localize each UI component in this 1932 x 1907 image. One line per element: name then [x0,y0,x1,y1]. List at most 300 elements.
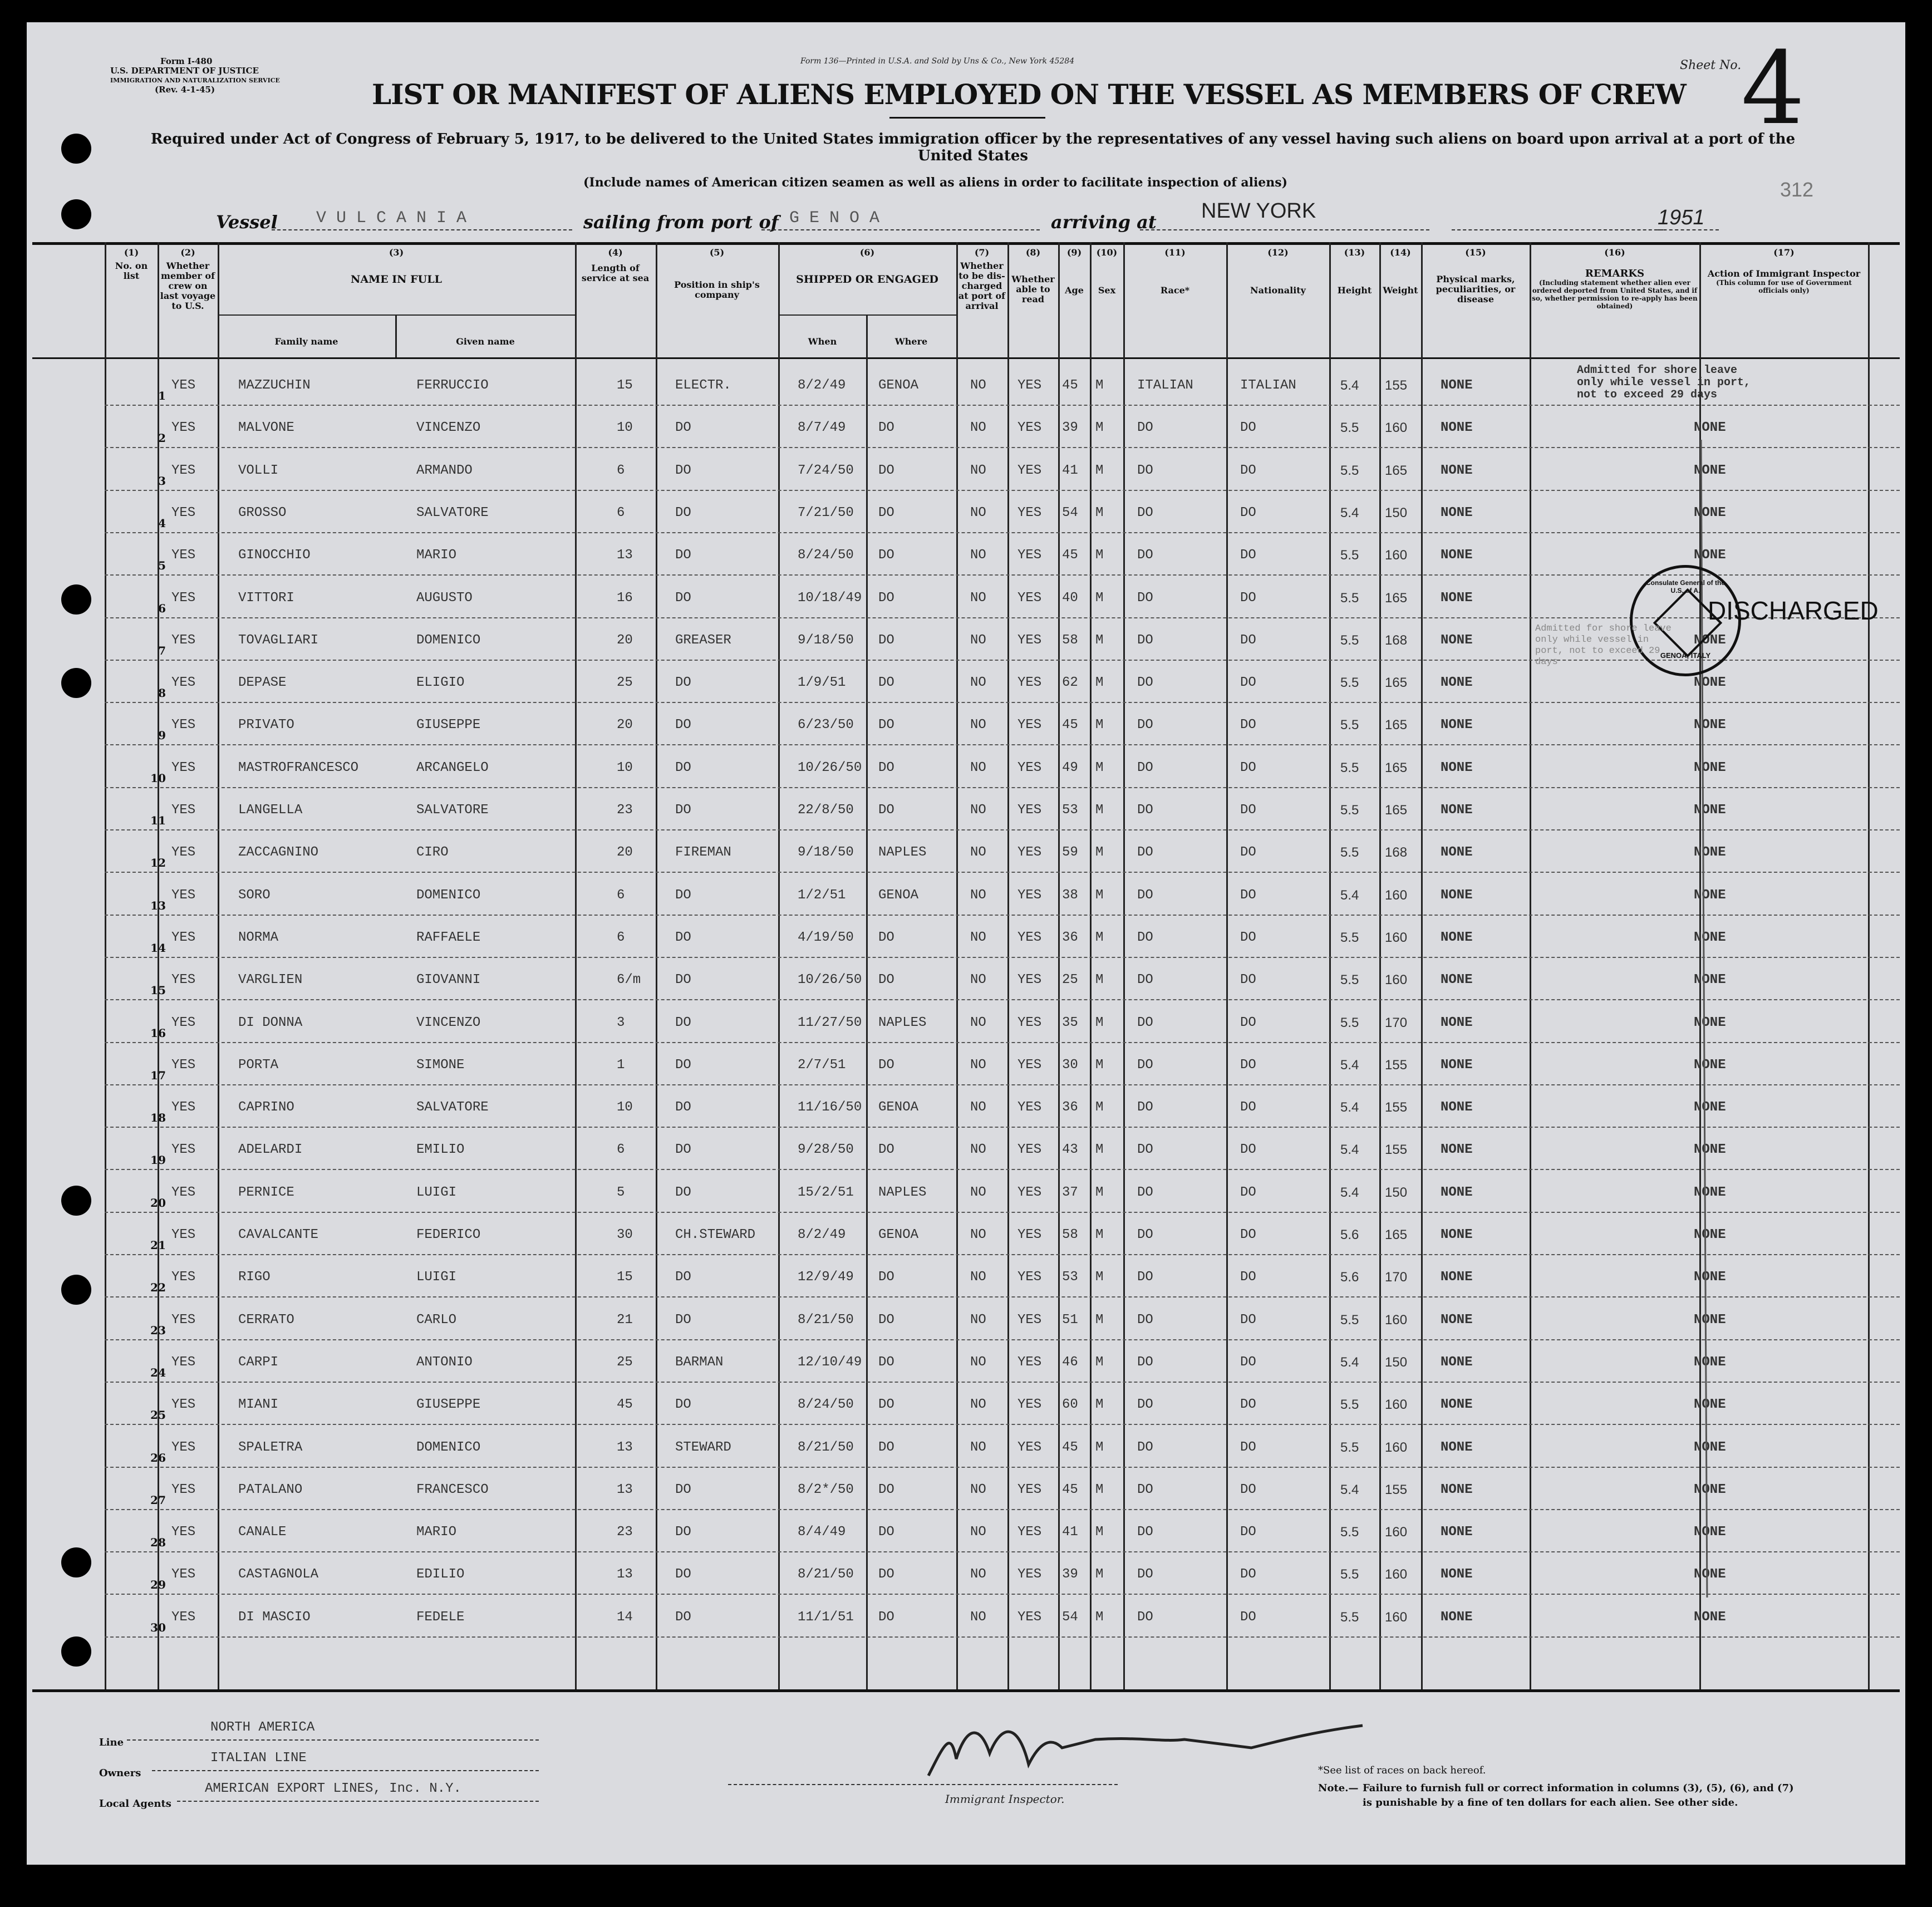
last-voyage: YES [171,675,196,691]
row-number: 11 [150,814,166,827]
discharged: NO [970,887,986,903]
length-of-service: 23 [617,1525,633,1540]
discharged: NO [970,1312,986,1328]
col17-header: (17) Action of Immigrant Inspector (This column for use of Government officials only) [1707,247,1861,294]
given-name: VINCENZO [416,1015,481,1030]
last-voyage: YES [171,1184,196,1200]
age: 53 [1062,1270,1078,1285]
able-to-read: YES [1017,1609,1042,1625]
last-voyage: YES [171,1270,196,1285]
row-rule [105,744,1900,745]
last-voyage: YES [171,803,196,818]
row-number: 26 [150,1451,166,1464]
note-line-1: Failure to furnish full or correct information in columns (3), (5), (6), and (7) [1363,1782,1794,1794]
shipped-where: DO [878,717,894,733]
position: DO [675,590,691,606]
shipped-where: DO [878,1270,894,1285]
nationality: DO [1240,972,1256,988]
sex: M [1095,1354,1104,1370]
col6-when-header: When [808,336,837,347]
sex: M [1095,463,1104,478]
weight: 155 [1385,1100,1408,1115]
arriving-port: NEW YORK [1201,199,1316,223]
row-number: 9 [158,729,166,743]
height: 5.4 [1340,1057,1359,1073]
table-row [105,534,1900,577]
agents-underline [177,1801,539,1802]
row-number: 21 [150,1238,166,1252]
given-name: GIUSEPPE [416,717,481,733]
remarks: NONE [1694,675,1726,691]
shipped-where: DO [878,1482,894,1497]
year: 1951 [1658,206,1705,229]
height: 5.5 [1340,1609,1359,1625]
sex: M [1095,1184,1104,1200]
shipped-where: GENOA [878,887,919,903]
remarks: NONE [1694,1354,1726,1370]
punch-hole [61,1636,91,1667]
physical-marks: NONE [1441,675,1473,691]
discharged: NO [970,632,986,648]
able-to-read: YES [1017,548,1042,563]
table-row [105,1087,1900,1129]
line-label: Line [99,1737,124,1748]
nationality: DO [1240,717,1256,733]
remarks: NONE [1694,1439,1726,1455]
age: 51 [1062,1312,1078,1328]
table-row [105,450,1900,492]
position: DO [675,505,691,520]
row-rule [105,1127,1900,1128]
remarks: NONE [1694,760,1726,775]
nationality: ITALIAN [1240,378,1296,393]
last-voyage: YES [171,1100,196,1115]
shipped-where: DO [878,1354,894,1370]
age: 37 [1062,1184,1078,1200]
punch-hole [61,134,91,164]
row-number: 28 [150,1536,166,1550]
nationality: DO [1240,1525,1256,1540]
row-number: 15 [150,984,166,997]
able-to-read: YES [1017,632,1042,648]
last-voyage: YES [171,972,196,988]
physical-marks: NONE [1441,1100,1473,1115]
remarks: NONE [1694,930,1726,945]
shipped-when: 8/24/50 [798,1397,854,1413]
given-name: ARMANDO [416,463,473,478]
weight: 160 [1385,1397,1408,1413]
length-of-service: 13 [617,548,633,563]
position: DO [675,1609,691,1625]
sex: M [1095,675,1104,691]
shipped-when: 9/28/50 [798,1142,854,1158]
given-name: SIMONE [416,1057,465,1073]
given-name: AUGUSTO [416,590,473,606]
last-voyage: YES [171,1227,196,1242]
row-rule [105,405,1900,406]
nationality: DO [1240,1057,1256,1073]
port-underline [761,229,1040,230]
physical-marks: NONE [1441,930,1473,945]
table-row [105,1214,1900,1256]
length-of-service: 20 [617,845,633,861]
height: 5.4 [1340,1142,1359,1158]
shipped-when: 11/27/50 [798,1015,862,1030]
sex: M [1095,1142,1104,1158]
shipped-when: 7/24/50 [798,463,854,478]
remarks: NONE [1694,505,1726,520]
length-of-service: 14 [617,1609,633,1625]
sex: M [1095,632,1104,648]
punch-hole [61,1186,91,1216]
row-rule [105,1467,1900,1468]
weight: 155 [1385,378,1408,393]
punch-hole [61,199,91,229]
sex: M [1095,505,1104,520]
subtitle: Required under Act of Congress of February 5, 1917, to be delivered to the United States immigration officer by the representatives of any vessel having such aliens on board upon arrival at a port of the United States [150,131,1796,164]
able-to-read: YES [1017,1015,1042,1030]
able-to-read: YES [1017,1184,1042,1200]
row-number: 20 [150,1196,166,1210]
shipped-where: DO [878,1567,894,1582]
able-to-read: YES [1017,1439,1042,1455]
given-name: MARIO [416,548,457,563]
shipped-when: 9/18/50 [798,632,854,648]
discharged: NO [970,420,986,436]
row-rule [105,1551,1900,1552]
table-row [105,1002,1900,1044]
physical-marks: NONE [1441,590,1473,606]
weight: 170 [1385,1015,1408,1030]
col8-header: (8) Whether able to read [1011,247,1055,304]
discharged: NO [970,1567,986,1582]
row-rule [105,999,1900,1000]
physical-marks: NONE [1441,1142,1473,1158]
col3-given-header: Given name [456,336,515,347]
age: 45 [1062,1482,1078,1497]
position: DO [675,1312,691,1328]
age: 59 [1062,845,1078,861]
manifest-sheet [27,22,1905,1865]
shipped-where: DO [878,548,894,563]
discharged: NO [970,1525,986,1540]
row-number: 4 [158,516,166,530]
row-rule [105,490,1900,491]
sex: M [1095,1227,1104,1242]
position: DO [675,675,691,691]
sex: M [1095,803,1104,818]
physical-marks: NONE [1441,887,1473,903]
length-of-service: 5 [617,1184,625,1200]
stamp-city: GENOA, ITALY [1660,651,1711,660]
family-name: PERNICE [238,1184,294,1200]
weight: 150 [1385,1354,1408,1370]
sheet-label: Sheet No. [1680,58,1742,72]
race: DO [1137,1184,1153,1200]
row-rule [105,872,1900,873]
given-name: ANTONIO [416,1354,473,1370]
row-number: 23 [150,1323,166,1337]
sex: M [1095,1482,1104,1497]
shipped-where: DO [878,972,894,988]
able-to-read: YES [1017,1397,1042,1413]
age: 49 [1062,760,1078,775]
row-number: 30 [150,1620,166,1634]
inspector-underline [728,1784,1118,1785]
col4-header: (4) Length of service at sea [581,247,650,283]
row-number: 1 [158,389,166,402]
nationality: DO [1240,632,1256,648]
last-voyage: YES [171,420,196,436]
family-name: RIGO [238,1270,271,1285]
vessel-label: Vessel [216,212,278,233]
col3-header: (3) NAME IN FULL [351,247,442,286]
family-name: GROSSO [238,505,287,520]
weight: 160 [1385,548,1408,563]
able-to-read: YES [1017,1312,1042,1328]
race: DO [1137,1354,1153,1370]
age: 36 [1062,930,1078,945]
physical-marks: NONE [1441,463,1473,478]
able-to-read: YES [1017,463,1042,478]
race: DO [1137,1482,1153,1497]
family-name: PORTA [238,1057,279,1073]
length-of-service: 20 [617,632,633,648]
weight: 165 [1385,760,1408,775]
shipped-where: DO [878,505,894,520]
shipped-when: 1/2/51 [798,887,846,903]
length-of-service: 16 [617,590,633,606]
reference-number: 312 [1780,178,1814,201]
nationality: DO [1240,760,1256,775]
race: DO [1137,1439,1153,1455]
discharged: NO [970,378,986,393]
discharged: NO [970,1057,986,1073]
given-name: SALVATORE [416,803,489,818]
remarks: NONE [1694,1609,1726,1625]
row-number: 14 [150,941,166,955]
last-voyage: YES [171,548,196,563]
nationality: DO [1240,505,1256,520]
remarks: NONE [1694,1482,1726,1497]
given-name: CARLO [416,1312,457,1328]
discharged: NO [970,1142,986,1158]
discharged: NO [970,930,986,945]
shipped-when: 9/18/50 [798,845,854,861]
row-rule [105,787,1900,788]
remarks: NONE [1694,1567,1726,1582]
last-voyage: YES [171,590,196,606]
last-voyage: YES [171,1609,196,1625]
position: DO [675,1142,691,1158]
age: 35 [1062,1015,1078,1030]
shipped-when: 22/8/50 [798,803,854,818]
race: DO [1137,1057,1153,1073]
family-name: DEPASE [238,675,287,691]
service-name: IMMIGRATION AND NATURALIZATION SERVICE [110,77,280,84]
last-voyage: YES [171,1482,196,1497]
table-row [105,874,1900,917]
last-voyage: YES [171,717,196,733]
table-row [105,365,1900,407]
nationality: DO [1240,463,1256,478]
remarks: NONE [1694,1227,1726,1242]
last-voyage: YES [171,1057,196,1073]
length-of-service: 6 [617,887,625,903]
row-number: 17 [150,1068,166,1082]
col9-header: (9) Age [1065,247,1084,296]
shipped-when: 4/19/50 [798,930,854,945]
col11-header: (11) Race* [1160,247,1190,296]
physical-marks: NONE [1441,1439,1473,1455]
able-to-read: YES [1017,505,1042,520]
note-title: Note.— [1318,1782,1359,1794]
weight: 165 [1385,803,1408,818]
table-header-rule [32,357,1900,359]
table-row [105,704,1900,746]
family-name: CAPRINO [238,1100,294,1115]
given-name: MARIO [416,1525,457,1540]
length-of-service: 13 [617,1482,633,1497]
nationality: DO [1240,1142,1256,1158]
given-name: GIUSEPPE [416,1397,481,1413]
able-to-read: YES [1017,845,1042,861]
punch-hole [61,584,91,615]
age: 25 [1062,972,1078,988]
shipped-when: 10/26/50 [798,972,862,988]
height: 5.5 [1340,420,1359,436]
remarks: NONE [1694,1397,1726,1413]
physical-marks: NONE [1441,548,1473,563]
page-title: LIST OR MANIFEST OF ALIENS EMPLOYED ON THE VESSEL AS MEMBERS OF CREW [372,78,1686,111]
given-name: GIOVANNI [416,972,481,988]
discharged: NO [970,1354,986,1370]
height: 5.5 [1340,717,1359,733]
length-of-service: 10 [617,760,633,775]
able-to-read: YES [1017,717,1042,733]
length-of-service: 13 [617,1439,633,1455]
col6-subrule [778,314,956,316]
discharged: NO [970,760,986,775]
race: DO [1137,845,1153,861]
family-name: CARPI [238,1354,279,1370]
faded-remark: Admitted for shore leave only while vessel in port, not to exceed 29 days [1535,623,1672,667]
given-name: DOMENICO [416,1439,481,1455]
row-number: 12 [150,856,166,870]
discharged: NO [970,1397,986,1413]
table-row [105,747,1900,789]
col15-header: (15) Physical marks, peculiarities, or disease [1436,247,1516,304]
table-row [105,1469,1900,1511]
stamp-ring-text: Consulate General of the U.S. of A. [1645,579,1725,594]
shipped-where: DO [878,1312,894,1328]
family-name: SPALETRA [238,1439,303,1455]
last-voyage: YES [171,1015,196,1030]
given-name: FEDERICO [416,1227,481,1242]
physical-marks: NONE [1441,1482,1473,1497]
weight: 168 [1385,632,1408,648]
position: DO [675,1397,691,1413]
title-rule [889,117,1045,119]
sex: M [1095,1312,1104,1328]
shipped-where: DO [878,1397,894,1413]
age: 54 [1062,505,1078,520]
last-voyage: YES [171,505,196,520]
family-name: LANGELLA [238,803,303,818]
shipped-when: 12/10/49 [798,1354,862,1370]
physical-marks: NONE [1441,803,1473,818]
year-underline [1658,229,1719,230]
given-name: LUIGI [416,1270,457,1285]
able-to-read: YES [1017,1057,1042,1073]
nationality: DO [1240,930,1256,945]
note-line-2: is punishable by a fine of ten dollars for each alien. See other side. [1363,1797,1738,1808]
position: DO [675,548,691,563]
nationality: DO [1240,845,1256,861]
line-value: NORTH AMERICA [210,1720,315,1735]
table-row [105,1341,1900,1384]
date-underline [1452,229,1663,230]
able-to-read: YES [1017,1100,1042,1115]
length-of-service: 20 [617,717,633,733]
vessel-name: V U L C A N I A [316,209,467,228]
last-voyage: YES [171,887,196,903]
last-voyage: YES [171,1312,196,1328]
punch-hole [61,668,91,698]
race: DO [1137,717,1153,733]
row-rule [105,447,1900,448]
sex: M [1095,1525,1104,1540]
given-name: SALVATORE [416,505,489,520]
weight: 160 [1385,1525,1408,1540]
discharged: NO [970,1609,986,1625]
shipped-when: 11/16/50 [798,1100,862,1115]
owners-value: ITALIAN LINE [210,1751,307,1766]
position: DO [675,1057,691,1073]
shipped-where: DO [878,675,894,691]
height: 5.4 [1340,505,1359,520]
col6-where-header: Where [894,336,928,347]
length-of-service: 6 [617,930,625,945]
row-rule [105,1636,1900,1638]
col16-header: (16) REMARKS (Including statement whether alien ever ordered deported from United States, and if so, whether permission to re-apply has been obtained) [1532,247,1698,310]
age: 45 [1062,548,1078,563]
table-row [105,1129,1900,1171]
remarks: NONE [1694,1312,1726,1328]
race: DO [1137,420,1153,436]
last-voyage: YES [171,930,196,945]
race: DO [1137,1270,1153,1285]
able-to-read: YES [1017,1567,1042,1582]
position: DO [675,1184,691,1200]
sex: M [1095,548,1104,563]
row-number: 22 [150,1281,166,1295]
height: 5.4 [1340,1482,1359,1497]
form-rev: (Rev. 4-1-45) [155,85,215,95]
agents-value: AMERICAN EXPORT LINES, Inc. N.Y. [205,1781,461,1796]
age: 41 [1062,1525,1078,1540]
remarks: NONE [1694,1525,1726,1540]
able-to-read: YES [1017,760,1042,775]
weight: 160 [1385,1609,1408,1625]
length-of-service: 25 [617,1354,633,1370]
table-row [105,1044,1900,1087]
table-row [105,1511,1900,1554]
family-name: TOVAGLIARI [238,632,319,648]
physical-marks: NONE [1441,1227,1473,1242]
sex: M [1095,972,1104,988]
position: CH.STEWARD [675,1227,756,1242]
